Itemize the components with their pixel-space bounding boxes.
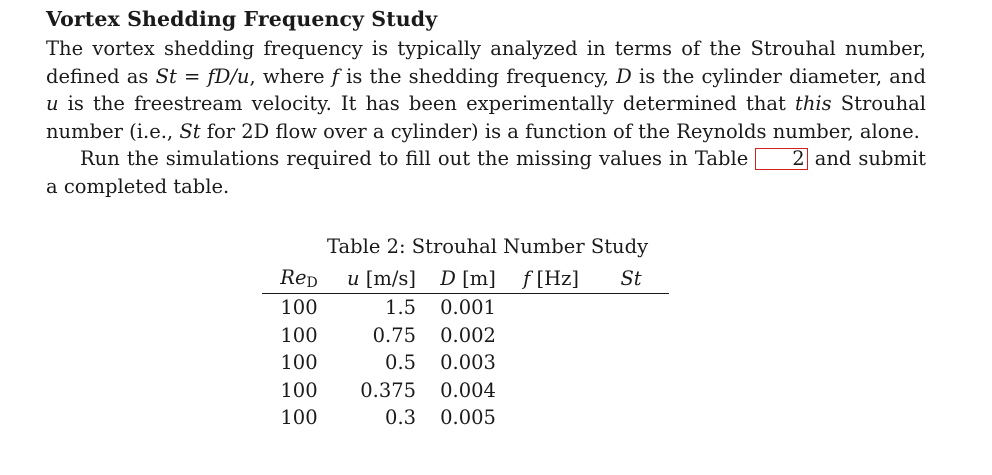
cell-d: 0.004: [440, 378, 496, 402]
table-row: [262, 294, 669, 322]
cell-d: 0.002: [440, 323, 496, 347]
math-st: St: [155, 64, 177, 88]
header-u-unit: [m/s]: [359, 266, 417, 290]
math-u: u: [46, 92, 59, 115]
text-end: for 2D flow over a cylinder) is a function of the Reynolds number, alone.: [200, 119, 920, 143]
cell-u: 0.375: [360, 378, 417, 402]
table-row: [262, 322, 669, 350]
paragraph-instruction: [46, 145, 926, 200]
strouhal-table: [262, 263, 669, 432]
header-d-symbol: D: [440, 266, 456, 290]
header-d: [427, 263, 509, 294]
header-f: [509, 263, 593, 294]
cell-re: 100: [280, 323, 318, 347]
cell-st: [593, 377, 669, 405]
text-intro: The vortex shedding frequency is typically analyzed in terms of the Strouhal number, defined as: [46, 37, 926, 88]
math-equals: =: [176, 64, 208, 88]
cell-f: [509, 322, 593, 350]
table-header-row: [262, 263, 669, 294]
math-d: D: [616, 64, 632, 88]
header-re-subscript: D: [306, 274, 318, 291]
table-row: [262, 404, 669, 432]
cell-f: [509, 404, 593, 432]
math-f: f: [331, 64, 339, 88]
text-shedding: is the shedding frequency,: [338, 64, 617, 88]
header-re-symbol: Re: [280, 265, 307, 289]
cell-d: 0.005: [440, 406, 496, 430]
text-velocity: is the freestream velocity. It has been experimentally determined that: [58, 92, 795, 115]
text-submit: and submit a completed table.: [46, 147, 927, 198]
cell-st: [593, 349, 669, 377]
cell-re: 100: [280, 378, 318, 402]
table-row: [262, 349, 669, 377]
cell-st: [593, 294, 669, 322]
table-reference-link[interactable]: 2: [755, 148, 807, 170]
cell-d: 0.003: [440, 351, 496, 375]
text-diameter: is the cylinder diameter, and: [631, 64, 926, 88]
cell-st: [593, 404, 669, 432]
cell-f: [509, 377, 593, 405]
cell-d: 0.001: [440, 296, 496, 320]
cell-u: 0.3: [385, 406, 417, 430]
text-strouhal: Strouhal number (i.e.,: [46, 92, 926, 143]
section-heading: Vortex Shedding Frequency Study: [46, 7, 438, 31]
cell-st: [593, 322, 669, 350]
cell-re: 100: [280, 351, 318, 375]
header-st-symbol: St: [620, 266, 642, 290]
cell-re: 100: [280, 296, 318, 320]
text-run: Run the simulations required to fill out the missing values in Table: [80, 147, 756, 170]
cell-u: 0.75: [372, 323, 417, 347]
cell-u: 1.5: [385, 296, 417, 320]
header-d-unit: [m]: [455, 266, 496, 290]
cell-re: 100: [280, 406, 318, 430]
math-st-2: St: [179, 119, 201, 143]
cell-u: 0.5: [385, 351, 417, 375]
text-where: , where: [249, 64, 332, 88]
cell-f: [509, 349, 593, 377]
header-f-unit: [Hz]: [530, 266, 579, 290]
emphasis-this: this: [795, 92, 832, 115]
header-f-symbol: f: [523, 266, 531, 290]
table-row: [262, 377, 669, 405]
header-u: [336, 263, 427, 294]
header-re: [262, 263, 336, 294]
header-u-symbol: u: [347, 266, 360, 290]
header-st: [593, 263, 669, 294]
cell-f: [509, 294, 593, 322]
math-fd-over-u: fD/u: [207, 64, 250, 88]
table-caption: Table 2: Strouhal Number Study: [327, 235, 649, 258]
paragraph-definition: [46, 35, 926, 145]
